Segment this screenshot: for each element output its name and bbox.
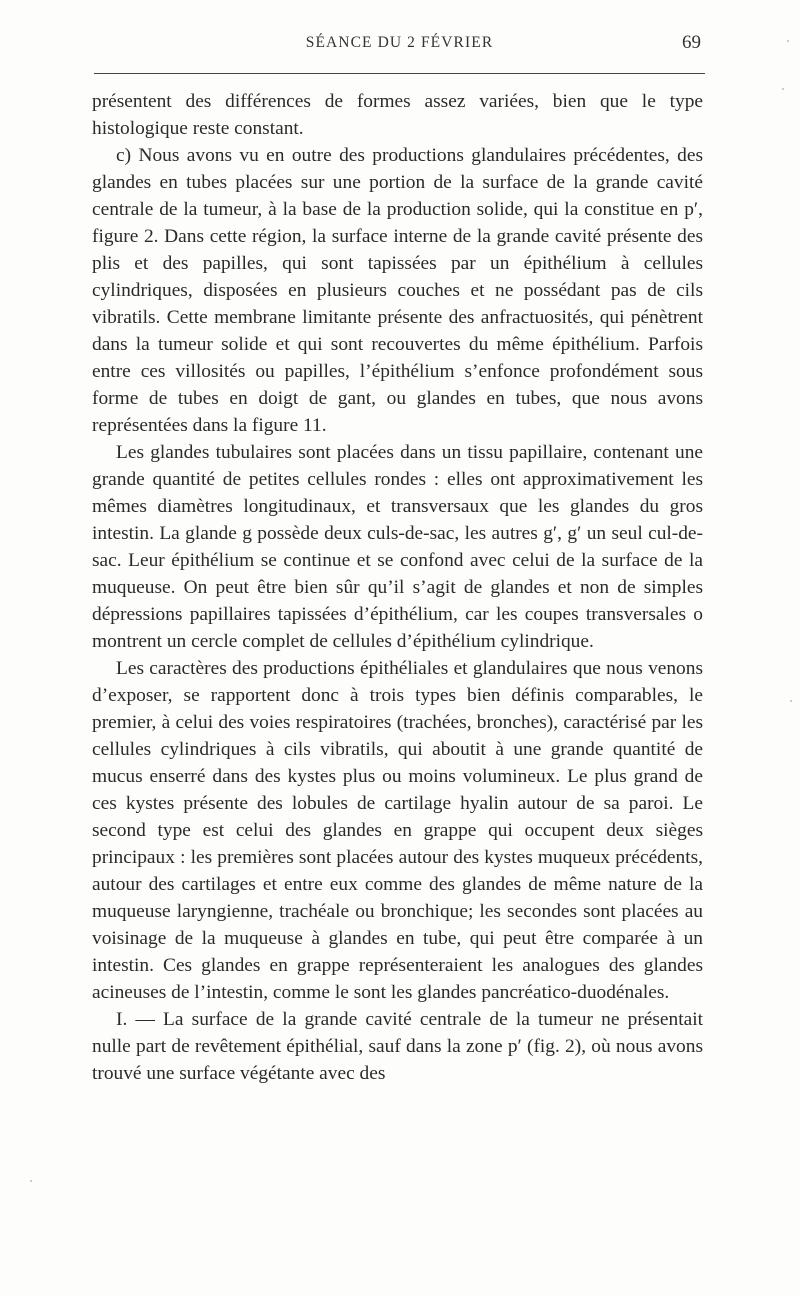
- paragraph-tubular-glands: Les glandes tubulaires sont placées dans un tissu papillaire, contenant une grande quantité de petites cellules rondes : elles ont approximativement les mêmes diamètres longitudinaux, et transversaux que les glandes du gros intestin. La glande g possède deux culs-de-sac, les autres g′, g′ un seul cul-de-sac. Leur épithélium se continue et se confond avec celui de la surface de la muqueuse. On peut être bien sûr qu’il s’agit de glandes et non de simples dépressions papillaires tapissées d’épithélium, car les coupes transversales o montrent un cercle complet de cellules d’épithélium cylindrique.: [92, 442, 703, 652]
- paragraph-continued: présentent des différences de formes assez variées, bien que le type histologique reste constant.: [92, 91, 703, 139]
- page-number: 69: [682, 32, 701, 53]
- header-rule: [94, 73, 705, 74]
- paper-speck: [782, 88, 784, 90]
- paper-speck: [787, 40, 789, 42]
- paragraph-three-types: Les caractères des productions épithéliales et glandulaires que nous venons d’exposer, se rapportent donc à trois types bien définis comparables, le premier, à celui des voies respiratoires (trachées, bronches), caractérisé par les cellules cylindriques à cils vibratils, qui aboutit à une grande quantité de mucus enserré dans des kystes plus ou moins volumineux. Le plus grand de ces kystes présente des lobules de cartilage hyalin autour de sa paroi. Le second type est celui des glandes en grappe qui occupent deux sièges principaux : les premières sont placées autour des kystes muqueux précédents, autour des cartilages et entre eux comme des glandes de même nature de la muqueuse laryngienne, trachéale ou bronchique; les secondes sont placées au voisinage de la muqueuse à glandes en tube, qui peut être comparée à un intestin. Ces glandes en grappe représenteraient les analogues des glandes acineuses de l’intestin, comme le sont les glandes pancréatico-duodénales.: [92, 658, 703, 1003]
- paragraph-section-i: I. — La surface de la grande cavité centrale de la tumeur ne présentait nulle part de revêtement épithélial, sauf dans la zone p′ (fig. 2), où nous avons trouvé une surface végétante avec des: [92, 1009, 703, 1084]
- paragraph-c-glandular-productions: c) Nous avons vu en outre des productions glandulaires précédentes, des glandes en tubes placées sur une portion de la surface de la grande cavité centrale de la tumeur, à la base de la production solide, qui la constitue en p′, figure 2. Dans cette région, la surface interne de la grande cavité présente des plis et des papilles, qui sont tapissées par un épithélium à cellules cylindriques, disposées en plusieurs couches et ne possédant pas de cils vibratils. Cette membrane limitante présente des anfractuosités, qui pénètrent dans la tumeur solide et qui sont recouvertes du même épithélium. Parfois entre ces villosités ou papilles, l’épithélium s’enfonce profondément sous forme de tubes en doigt de gant, ou glandes en tubes, que nous avons représentées dans la figure 11.: [92, 145, 703, 436]
- paper-speck: [30, 1180, 32, 1182]
- paper-speck: [790, 700, 792, 702]
- running-head: [92, 32, 707, 62]
- body-text: [92, 88, 703, 1087]
- running-title: SÉANCE DU 2 FÉVRIER: [305, 34, 494, 51]
